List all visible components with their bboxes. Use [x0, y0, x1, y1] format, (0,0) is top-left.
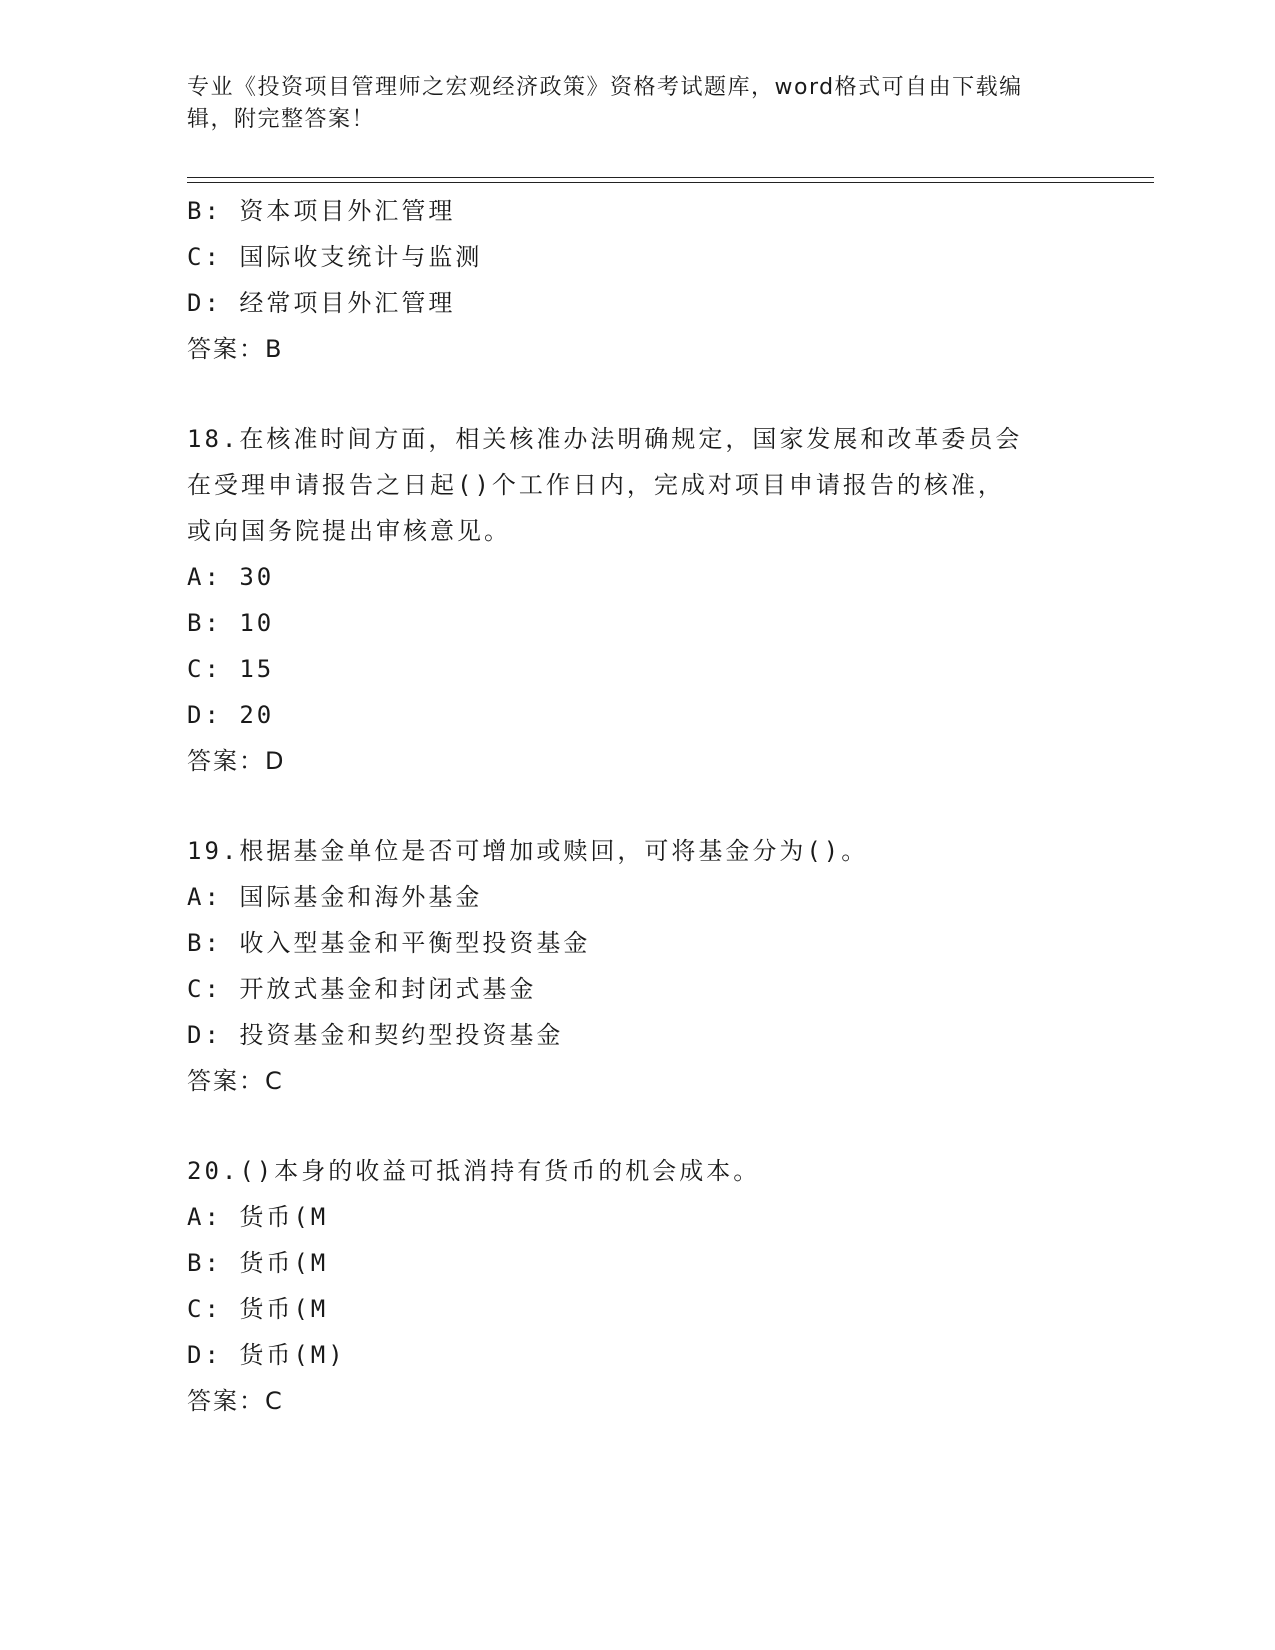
option-a: A: 30	[187, 563, 275, 591]
question-17-tail	[187, 188, 1087, 372]
option-d: D: 经常项目外汇管理	[187, 289, 456, 317]
document-header	[187, 72, 1087, 136]
question-18	[187, 416, 1087, 784]
spacer	[187, 784, 1087, 828]
option-a: A: 国际基金和海外基金	[187, 883, 483, 911]
option-b: B: 货币(M	[187, 1249, 329, 1277]
option-c: C: 货币(M	[187, 1295, 329, 1323]
header-divider-top	[187, 177, 1154, 178]
option-c: C: 15	[187, 655, 275, 683]
spacer	[187, 372, 1087, 416]
question-stem: 在受理申请报告之日起()个工作日内，完成对项目申请报告的核准，	[187, 471, 1005, 499]
question-20	[187, 1148, 1087, 1424]
question-stem: 20.()本身的收益可抵消持有货币的机会成本。	[187, 1157, 761, 1185]
answer-label: 答案：C	[187, 1067, 284, 1095]
question-19	[187, 828, 1087, 1104]
question-stem: 19.根据基金单位是否可增加或赎回，可将基金分为()。	[187, 837, 869, 865]
option-b: B: 10	[187, 609, 275, 637]
option-b: B: 资本项目外汇管理	[187, 197, 456, 225]
question-stem: 18.在核准时间方面，相关核准办法明确规定，国家发展和改革委员会	[187, 425, 1023, 453]
header-divider-bottom	[187, 182, 1154, 183]
option-c: C: 开放式基金和封闭式基金	[187, 975, 537, 1003]
answer-label: 答案：D	[187, 747, 286, 775]
option-c: C: 国际收支统计与监测	[187, 243, 483, 271]
question-content	[187, 188, 1087, 1424]
option-d: D: 投资基金和契约型投资基金	[187, 1021, 564, 1049]
option-a: A: 货币(M	[187, 1203, 329, 1231]
answer-label: 答案：B	[187, 335, 284, 363]
option-d: D: 货币(M)	[187, 1341, 346, 1369]
question-stem: 或向国务院提出审核意见。	[187, 517, 511, 545]
header-line-2: 辑，附完整答案！	[187, 107, 376, 132]
option-d: D: 20	[187, 701, 275, 729]
answer-label: 答案：C	[187, 1387, 284, 1415]
option-b: B: 收入型基金和平衡型投资基金	[187, 929, 591, 957]
spacer	[187, 1104, 1087, 1148]
header-line-1: 专业《投资项目管理师之宏观经济政策》资格考试题库，word格式可自由下载编	[187, 75, 1023, 100]
